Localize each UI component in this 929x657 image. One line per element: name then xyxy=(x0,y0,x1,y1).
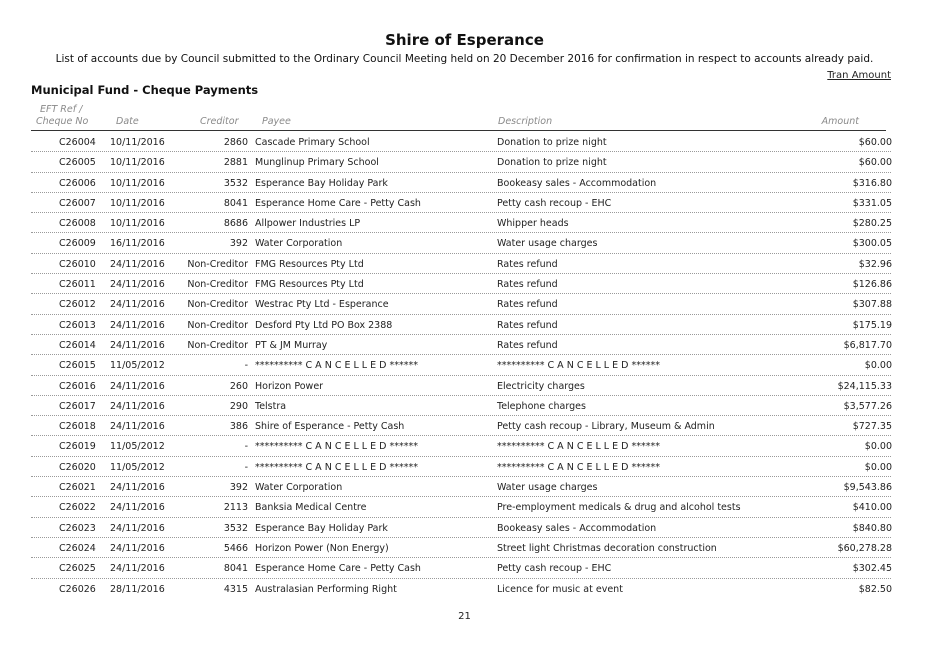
table-row xyxy=(0,294,929,314)
payment-date: 24/11/2016 xyxy=(110,400,165,412)
cheque-number: C26010 xyxy=(59,258,96,270)
payment-amount: $32.96 xyxy=(858,258,892,270)
payment-amount: $0.00 xyxy=(864,360,892,372)
table-row xyxy=(0,376,929,396)
payment-description: Water usage charges xyxy=(497,482,598,494)
cheque-number: C26006 xyxy=(59,177,96,189)
creditor-id: 392 xyxy=(229,482,248,494)
table-row xyxy=(0,254,929,274)
cheque-number: C26017 xyxy=(59,400,96,412)
creditor-id: 3532 xyxy=(223,177,248,189)
creditor-id: - xyxy=(244,441,248,453)
payment-description: Donation to prize night xyxy=(497,157,607,169)
column-header-cheque-no: Cheque No xyxy=(36,116,89,127)
payee-name: ********** C A N C E L L E D ****** xyxy=(255,461,418,473)
payment-amount: $6,817.70 xyxy=(843,339,892,351)
payment-amount: $331.05 xyxy=(852,197,892,209)
payment-description: Licence for music at event xyxy=(497,583,623,595)
payee-name: Westrac Pty Ltd - Esperance xyxy=(255,299,389,311)
payee-name: Esperance Home Care - Petty Cash xyxy=(255,197,421,209)
payment-amount: $82.50 xyxy=(858,583,892,595)
creditor-id: 3532 xyxy=(223,522,248,534)
cheque-number: C26012 xyxy=(59,299,96,311)
payment-description: Petty cash recoup - EHC xyxy=(497,197,612,209)
payment-amount: $24,115.33 xyxy=(837,380,892,392)
payment-description: Petty cash recoup - EHC xyxy=(497,563,612,575)
payee-name: PT & JM Murray xyxy=(255,339,328,351)
payment-amount: $175.19 xyxy=(852,319,892,331)
cheque-number: C26021 xyxy=(59,482,96,494)
payment-date: 24/11/2016 xyxy=(110,299,165,311)
payment-amount: $410.00 xyxy=(852,502,892,514)
payment-amount: $0.00 xyxy=(864,441,892,453)
header-divider xyxy=(31,130,886,131)
payee-name: ********** C A N C E L L E D ****** xyxy=(255,441,418,453)
payment-date: 11/05/2012 xyxy=(110,441,165,453)
creditor-id: Non-Creditor xyxy=(187,258,248,270)
payment-amount: $60,278.28 xyxy=(837,542,892,554)
payment-amount: $316.80 xyxy=(852,177,892,189)
creditor-id: 392 xyxy=(229,238,248,250)
creditor-id: Non-Creditor xyxy=(187,339,248,351)
payment-date: 24/11/2016 xyxy=(110,502,165,514)
payment-amount: $300.05 xyxy=(852,238,892,250)
payee-name: Munglinup Primary School xyxy=(255,157,379,169)
section-title: Municipal Fund - Cheque Payments xyxy=(31,83,259,97)
creditor-id: - xyxy=(244,360,248,372)
table-row xyxy=(0,193,929,213)
table-row xyxy=(0,213,929,233)
payment-description: ********** C A N C E L L E D ****** xyxy=(497,360,660,372)
payee-name: Shire of Esperance - Petty Cash xyxy=(255,421,405,433)
payment-description: Electricity charges xyxy=(497,380,585,392)
creditor-id: 386 xyxy=(229,421,248,433)
payment-amount: $280.25 xyxy=(852,218,892,230)
payment-description: ********** C A N C E L L E D ****** xyxy=(497,441,660,453)
cheque-number: C26019 xyxy=(59,441,96,453)
payee-name: Esperance Bay Holiday Park xyxy=(255,522,388,534)
creditor-id: 260 xyxy=(229,380,248,392)
creditor-id: 8041 xyxy=(223,197,248,209)
creditor-id: 8686 xyxy=(223,218,248,230)
payment-description: Bookeasy sales - Accommodation xyxy=(497,522,657,534)
table-row xyxy=(0,416,929,436)
table-row xyxy=(0,132,929,152)
cheque-number: C26005 xyxy=(59,157,96,169)
payee-name: Water Corporation xyxy=(255,482,343,494)
payment-date: 11/05/2012 xyxy=(110,461,165,473)
payment-date: 10/11/2016 xyxy=(110,137,165,148)
payment-amount: $60.00 xyxy=(858,137,892,148)
cheque-number: C26025 xyxy=(59,563,96,575)
creditor-id: 8041 xyxy=(223,563,248,575)
payment-amount: $307.88 xyxy=(852,299,892,311)
payment-description: Street light Christmas decoration construction xyxy=(497,542,717,554)
cheque-number: C26015 xyxy=(59,360,96,372)
cheque-number: C26018 xyxy=(59,421,96,433)
table-row xyxy=(0,518,929,538)
payment-description: Rates refund xyxy=(497,339,558,351)
payee-name: Allpower Industries LP xyxy=(255,218,361,230)
payment-description: Petty cash recoup - Library, Museum & Admin xyxy=(497,421,715,433)
payment-date: 10/11/2016 xyxy=(110,177,165,189)
payment-date: 10/11/2016 xyxy=(110,197,165,209)
column-header-creditor: Creditor xyxy=(200,116,239,127)
payee-name: Desford Pty Ltd PO Box 2388 xyxy=(255,319,393,331)
payee-name: Esperance Bay Holiday Park xyxy=(255,177,388,189)
column-header-eft-ref: EFT Ref / xyxy=(40,104,83,115)
payee-name: Banksia Medical Centre xyxy=(255,502,367,514)
column-header-amount: Amount xyxy=(821,116,859,127)
cheque-number: C26024 xyxy=(59,542,96,554)
payment-amount: $60.00 xyxy=(858,157,892,169)
payment-date: 24/11/2016 xyxy=(110,482,165,494)
payment-date: 24/11/2016 xyxy=(110,563,165,575)
cheque-number: C26026 xyxy=(59,583,96,595)
payment-description: Rates refund xyxy=(497,279,558,291)
payment-date: 16/11/2016 xyxy=(110,238,165,250)
payment-amount: $727.35 xyxy=(852,421,892,433)
creditor-id: 4315 xyxy=(223,583,248,595)
table-row xyxy=(0,355,929,375)
payment-amount: $3,577.26 xyxy=(843,400,892,412)
table-row xyxy=(0,579,929,599)
column-header-date: Date xyxy=(116,116,139,127)
cheque-number: C26009 xyxy=(59,238,96,250)
payee-name: Water Corporation xyxy=(255,238,343,250)
payment-description: ********** C A N C E L L E D ****** xyxy=(497,461,660,473)
table-row xyxy=(0,396,929,416)
payee-name: FMG Resources Pty Ltd xyxy=(255,279,364,291)
table-row xyxy=(0,315,929,335)
creditor-id: 2860 xyxy=(223,137,248,148)
payment-date: 10/11/2016 xyxy=(110,218,165,230)
cheque-number: C26011 xyxy=(59,279,96,291)
cheque-number: C26007 xyxy=(59,197,96,209)
table-row xyxy=(0,173,929,193)
creditor-id: Non-Creditor xyxy=(187,319,248,331)
table-row xyxy=(0,152,929,172)
payment-description: Whipper heads xyxy=(497,218,569,230)
payment-date: 24/11/2016 xyxy=(110,319,165,331)
payment-description: Donation to prize night xyxy=(497,137,607,148)
payment-description: Water usage charges xyxy=(497,238,598,250)
payment-description: Rates refund xyxy=(497,319,558,331)
payment-date: 24/11/2016 xyxy=(110,421,165,433)
creditor-id: Non-Creditor xyxy=(187,299,248,311)
table-row xyxy=(0,274,929,294)
table-row xyxy=(0,558,929,578)
cheque-number: C26004 xyxy=(59,137,96,148)
column-header-description: Description xyxy=(498,116,553,127)
payee-name: Telstra xyxy=(255,400,287,412)
column-header-payee: Payee xyxy=(262,116,291,127)
creditor-id: 5466 xyxy=(223,542,248,554)
page-number: 21 xyxy=(458,611,471,622)
cheque-number: C26016 xyxy=(59,380,96,392)
tran-amount-label: Tran Amount xyxy=(827,70,891,81)
payment-description: Rates refund xyxy=(497,258,558,270)
payments-table xyxy=(0,132,929,599)
payee-name: Horizon Power xyxy=(255,380,324,392)
creditor-id: Non-Creditor xyxy=(187,279,248,291)
cheque-number: C26008 xyxy=(59,218,96,230)
table-row xyxy=(0,436,929,456)
payment-date: 24/11/2016 xyxy=(110,522,165,534)
table-row xyxy=(0,335,929,355)
payee-name: Esperance Home Care - Petty Cash xyxy=(255,563,421,575)
creditor-id: - xyxy=(244,461,248,473)
cheque-number: C26014 xyxy=(59,339,96,351)
payment-amount: $9,543.86 xyxy=(843,482,892,494)
cheque-number: C26013 xyxy=(59,319,96,331)
creditor-id: 2113 xyxy=(223,502,248,514)
payment-date: 10/11/2016 xyxy=(110,157,165,169)
payment-date: 28/11/2016 xyxy=(110,583,165,595)
payment-amount: $126.86 xyxy=(852,279,892,291)
payment-date: 24/11/2016 xyxy=(110,258,165,270)
payment-date: 11/05/2012 xyxy=(110,360,165,372)
payment-description: Bookeasy sales - Accommodation xyxy=(497,177,657,189)
cheque-number: C26023 xyxy=(59,522,96,534)
payment-amount: $0.00 xyxy=(864,461,892,473)
payee-name: Cascade Primary School xyxy=(255,137,370,148)
payment-description: Pre-employment medicals & drug and alcohol tests xyxy=(497,502,741,514)
cheque-number: C26022 xyxy=(59,502,96,514)
creditor-id: 2881 xyxy=(223,157,248,169)
payee-name: Australasian Performing Right xyxy=(255,583,397,595)
payee-name: ********** C A N C E L L E D ****** xyxy=(255,360,418,372)
table-row xyxy=(0,538,929,558)
creditor-id: 290 xyxy=(229,400,248,412)
payment-description: Telephone charges xyxy=(497,400,586,412)
payment-amount: $840.80 xyxy=(852,522,892,534)
table-row xyxy=(0,457,929,477)
payment-date: 24/11/2016 xyxy=(110,542,165,554)
payment-date: 24/11/2016 xyxy=(110,380,165,392)
payment-description: Rates refund xyxy=(497,299,558,311)
payment-date: 24/11/2016 xyxy=(110,339,165,351)
table-row xyxy=(0,233,929,253)
table-row xyxy=(0,477,929,497)
document-title: Shire of Esperance xyxy=(385,31,544,49)
document-subtitle: List of accounts due by Council submitted to the Ordinary Council Meeting held on 20 December 2016 for confirmation in respect to accounts already paid. xyxy=(55,53,874,65)
payee-name: Horizon Power (Non Energy) xyxy=(255,542,389,554)
table-row xyxy=(0,497,929,517)
payment-amount: $302.45 xyxy=(852,563,892,575)
cheque-number: C26020 xyxy=(59,461,96,473)
payee-name: FMG Resources Pty Ltd xyxy=(255,258,364,270)
payment-date: 24/11/2016 xyxy=(110,279,165,291)
